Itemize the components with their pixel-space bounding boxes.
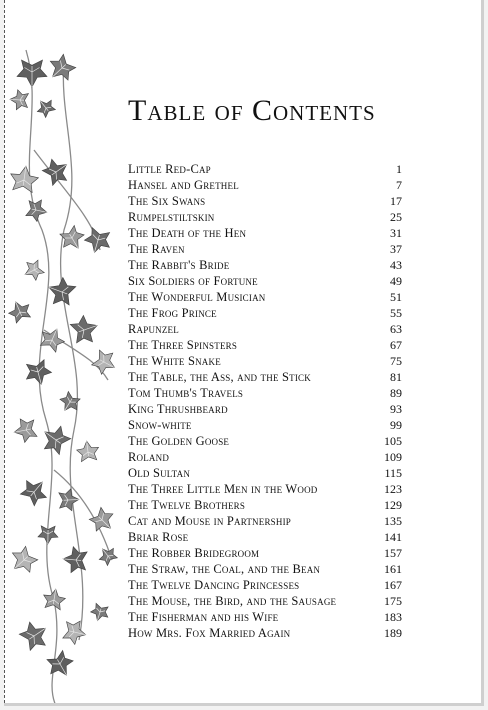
- toc-entry-title: The Three Little Men in the Wood: [128, 482, 318, 496]
- toc-entry[interactable]: [128, 257, 402, 273]
- toc-entry-title: The Golden Goose: [128, 434, 230, 448]
- ivy-vine-illustration: [4, 0, 124, 706]
- toc-entry-title: The Three Spinsters: [128, 338, 238, 352]
- toc-entry[interactable]: [128, 577, 402, 593]
- ivy-leaf-icon: [6, 543, 41, 578]
- toc-entry[interactable]: [128, 385, 402, 401]
- toc-entry[interactable]: [128, 593, 402, 609]
- toc-entry-title: The Mouse, the Bird, and the Sausage: [128, 594, 337, 608]
- toc-entry-page-number: 105: [384, 434, 402, 448]
- toc-entry-page-number: 81: [390, 370, 402, 384]
- toc-entry-title: The Frog Prince: [128, 306, 217, 320]
- ivy-leaf-icon: [90, 347, 120, 378]
- toc-entry-title: Hansel and Grethel: [128, 178, 239, 192]
- toc-entry[interactable]: [128, 289, 402, 305]
- ivy-leaf-icon: [62, 618, 88, 646]
- ivy-leaf-icon: [69, 312, 102, 347]
- toc-entry[interactable]: [128, 225, 402, 241]
- ivy-leaf-icon: [56, 390, 82, 416]
- toc-entry-title: The White Snake: [128, 354, 221, 368]
- toc-entry[interactable]: [128, 449, 402, 465]
- toc-entry-page-number: 175: [384, 594, 402, 608]
- toc-entry-page-number: 135: [384, 514, 402, 528]
- toc-entry-title: Briar Rose: [128, 530, 189, 544]
- toc-entry[interactable]: [128, 369, 402, 385]
- toc-entry[interactable]: [128, 513, 402, 529]
- toc-entry-title: King Thrushbeard: [128, 402, 228, 416]
- toc-entry-page-number: 1: [396, 162, 402, 176]
- toc-entry-title: Cat and Mouse in Partnership: [128, 514, 291, 528]
- toc-entry[interactable]: [128, 273, 402, 289]
- toc-entry[interactable]: [128, 241, 402, 257]
- ivy-leaf-icon: [17, 474, 52, 509]
- toc-entry-title: How Mrs. Fox Married Again: [128, 626, 291, 640]
- toc-entry[interactable]: [128, 609, 402, 625]
- toc-entry-title: The Rabbit's Bride: [128, 258, 230, 272]
- ivy-leaf-icon: [25, 197, 49, 223]
- toc-entry-title: Snow-white: [128, 418, 192, 432]
- toc-entry-title: The Twelve Dancing Princesses: [128, 578, 300, 592]
- ivy-leaf-icon: [23, 359, 54, 388]
- toc-entry-page-number: 75: [390, 354, 402, 368]
- ivy-leaf-icon: [82, 226, 113, 256]
- toc-entry-page-number: 55: [390, 306, 402, 320]
- toc-entry-page-number: 49: [390, 274, 402, 288]
- toc-entry[interactable]: [128, 305, 402, 321]
- toc-entry-page-number: 161: [384, 562, 402, 576]
- toc-entry-title: The Robber Bridegroom: [128, 546, 260, 560]
- toc-entry-title: The Death of the Hen: [128, 226, 247, 240]
- ivy-leaf-icon: [42, 587, 67, 610]
- ivy-leaf-icon: [36, 420, 73, 457]
- toc-entry-page-number: 67: [390, 338, 402, 352]
- toc-entry-page-number: 157: [384, 546, 402, 560]
- toc-entry-title: Rumpelstiltskin: [128, 210, 215, 224]
- toc-entry-page-number: 115: [384, 466, 402, 480]
- toc-entry[interactable]: [128, 209, 402, 225]
- ivy-leaf-icon: [33, 95, 57, 119]
- toc-entry[interactable]: [128, 497, 402, 513]
- toc-entry-page-number: 17: [390, 194, 402, 208]
- toc-entry[interactable]: [128, 161, 402, 177]
- toc-entry-page-number: 25: [390, 210, 402, 224]
- toc-entry[interactable]: [128, 417, 402, 433]
- toc-entry-title: Rapunzel: [128, 322, 179, 336]
- ivy-leaf-icon: [44, 648, 78, 681]
- toc-entry-page-number: 123: [384, 482, 402, 496]
- ivy-leaf-icon: [17, 617, 54, 654]
- toc-entry-page-number: 37: [390, 242, 402, 256]
- toc-entry-page-number: 189: [384, 626, 402, 640]
- toc-entry-page-number: 89: [390, 386, 402, 400]
- toc-entry-title: Roland: [128, 450, 170, 464]
- toc-entry-title: Tom Thumb's Travels: [128, 386, 244, 400]
- ivy-leaf-icon: [9, 89, 28, 110]
- toc-entry[interactable]: [128, 465, 402, 481]
- toc-entry-title: The Six Swans: [128, 194, 206, 208]
- contents-list: [128, 161, 402, 641]
- toc-entry-title: The Table, the Ass, and the Stick: [128, 370, 311, 384]
- toc-entry-title: The Twelve Brothers: [128, 498, 246, 512]
- toc-entry-title: The Raven: [128, 242, 185, 256]
- toc-entry-title: The Wonderful Musician: [128, 290, 266, 304]
- toc-entry-title: Six Soldiers of Fortune: [128, 274, 258, 288]
- toc-entry[interactable]: [128, 353, 402, 369]
- toc-entry-page-number: 109: [384, 450, 402, 464]
- ivy-leaf-icon: [9, 164, 40, 193]
- toc-entry[interactable]: [128, 625, 402, 641]
- toc-entry-page-number: 63: [390, 322, 402, 336]
- toc-entry-page-number: 7: [396, 178, 402, 192]
- toc-entry-page-number: 183: [384, 610, 402, 624]
- toc-entry[interactable]: [128, 545, 402, 561]
- book-page: [4, 0, 484, 706]
- ivy-leaf-icon: [89, 602, 111, 623]
- toc-entry[interactable]: [128, 193, 402, 209]
- toc-entry[interactable]: [128, 561, 402, 577]
- ivy-leaf-icon: [87, 505, 119, 537]
- toc-entry-page-number: 51: [390, 290, 402, 304]
- toc-entry-page-number: 99: [390, 418, 402, 432]
- ivy-leaf-icon: [44, 51, 79, 86]
- toc-entry-page-number: 31: [390, 226, 402, 240]
- toc-entry-page-number: 93: [390, 402, 402, 416]
- toc-entry[interactable]: [128, 321, 402, 337]
- ivy-leaf-icon: [17, 60, 47, 87]
- toc-entry[interactable]: [128, 177, 402, 193]
- toc-entry[interactable]: [128, 337, 402, 353]
- toc-entry-title: The Fisherman and his Wife: [128, 610, 279, 624]
- ivy-leaf-icon: [6, 298, 34, 325]
- toc-entry-page-number: 43: [390, 258, 402, 272]
- page-title: Table of Contents: [128, 94, 376, 127]
- ivy-leaf-icon: [21, 257, 46, 283]
- toc-entry[interactable]: [128, 433, 402, 449]
- ivy-leaf-icon: [40, 154, 74, 189]
- toc-entry[interactable]: [128, 481, 402, 497]
- toc-entry-page-number: 129: [384, 498, 402, 512]
- toc-entry-title: The Straw, the Coal, and the Bean: [128, 562, 321, 576]
- toc-entry-page-number: 141: [384, 530, 402, 544]
- ivy-leaf-icon: [76, 440, 100, 462]
- toc-entry-title: Old Sultan: [128, 466, 191, 480]
- toc-entry[interactable]: [128, 401, 402, 417]
- ivy-leaf-icon: [12, 416, 38, 444]
- toc-entry-page-number: 167: [384, 578, 402, 592]
- toc-entry[interactable]: [128, 529, 402, 545]
- ivy-leaf-icon: [62, 546, 88, 574]
- toc-entry-title: Little Red-Cap: [128, 162, 211, 176]
